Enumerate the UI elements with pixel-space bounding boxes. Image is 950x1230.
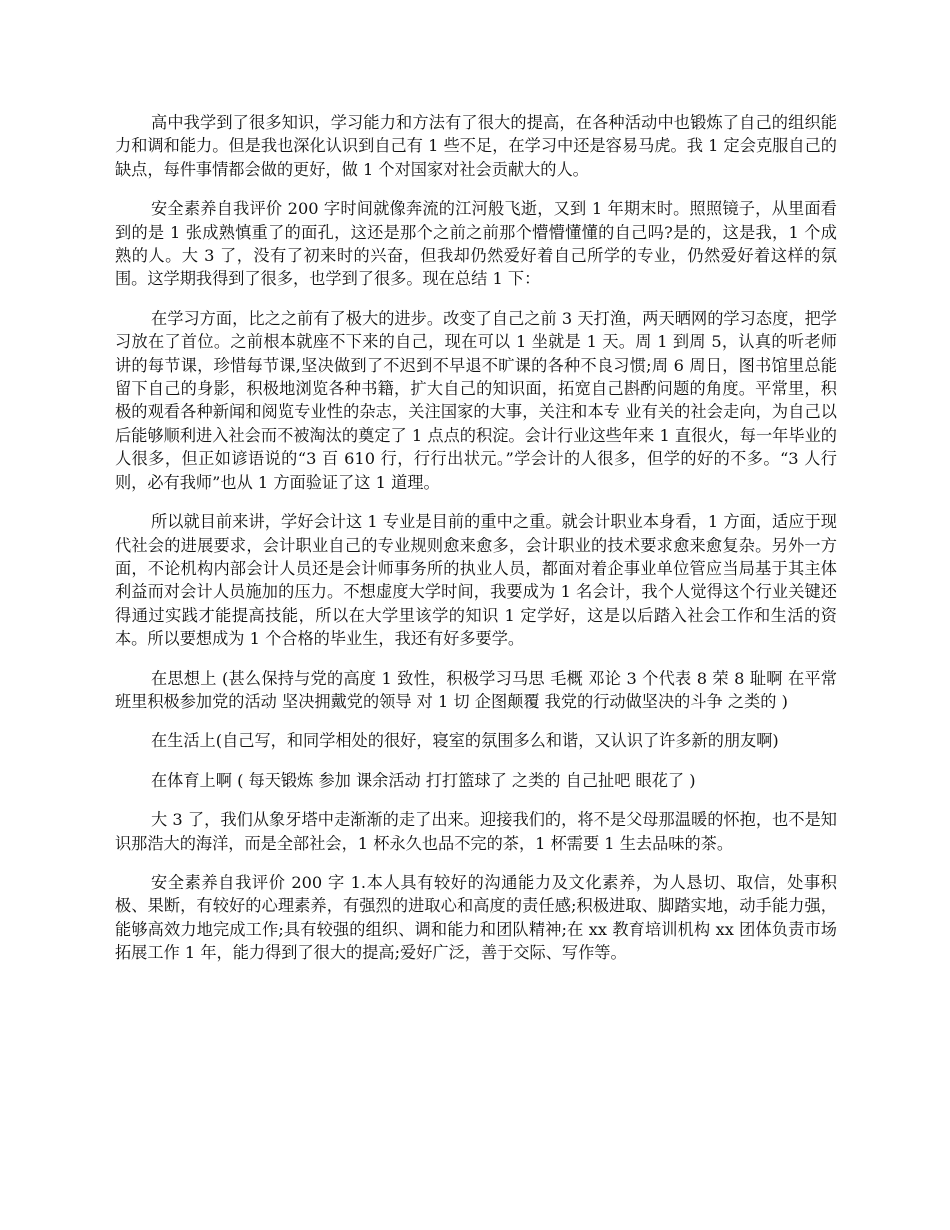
paragraph-6: 在生活上(自己写，和同学相处的很好，寝室的氛围多么和谐，又认识了许多新的朋友啊) xyxy=(151,731,779,751)
paragraph-2: 安全素养自我评价 200 字时间就像奔流的江河般飞逝，又到 1 年期末时。照照镜子，从里面看到的是 1 张成熟慎重了的面孔，这还是那个之前之前那个懵懵懂懂的自己吗?是的，这是我，1 个成熟的人。大 3 了，没有了初来时的兴奋，但我却仍然爱好着自己所学的专业，仍然爱好着这样的氛围。这学期我得到了很多，也学到了很多。现在总结 1 下： xyxy=(115,199,837,289)
paragraph-7: 在体育上啊 ( 每天锻炼 参加 课余活动 打打篮球了 之类的 自己扯吧 眼花了 ) xyxy=(151,770,696,790)
paragraph-9: 安全素养自我评价 200 字 1.本人具有较好的沟通能力及文化素养，为人恳切、取信，处事积极、果断，有较好的心理素养，有强烈的进取心和高度的责任感;积极进取、脚踏实地，动手能力强，能够高效力地完成工作;具有较强的组织、调和能力和团队精神;在 xx 教育培训机构 xx 团体负责市场拓展工作 1 年，能力得到了很大的提高;爱好广泛，善于交际、写作等。 xyxy=(115,872,837,963)
paragraph-4: 所以就目前来讲，学好会计这 1 专业是目前的重中之重。就会计职业本身看，1 方面，适应于现代社会的进展要求，会计职业自己的专业规则愈来愈多，会计职业的技术要求愈来愈复杂。另外一方面，不论机构内部会计人员还是会计师事务所的执业人员，都面对着企事业单位管应当局基于其主体利益而对会计人员施加的压力。不想虚度大学时间，我要成为 1 名会计，我个人觉得这个行业关键还得通过实践才能提高技能，所以在大学里该学的知识 1 定学好，这是以后踏入社会工作和生活的资本。所以要想成为 1 个合格的毕业生，我还有好多要学。 xyxy=(115,512,837,649)
paragraph-3: 在学习方面，比之之前有了极大的进步。改变了自己之前 3 天打渔，两天晒网的学习态度，把学习放在了首位。之前根本就座不下来的自己，现在可以 1 坐就是 1 天。周 1 到周 5，认真的听老师讲的每节课，珍惜每节课,坚决做到了不迟到不早退不旷课的各种不良习惯;周 6 周日，图书馆里总能留下自己的身影，积极地浏览各种书籍，扩大自己的知识面，拓宽自己斟酌问题的角度。平常里，积极的观看各种新闻和阅览专业性的杂志，关注国家的大事，关注和本专 业有关的社会走向，为自己以后能够顺利进入社会而不被淘汰的奠定了 1 点点的积淀。会计行业这些年来 1 直很火，每一年毕业的人很多，但正如谚语说的“3 百 610 行，行行出状元。”学会计的人很多，但学的好的不多。“3 人行则，必有我师”也从 1 方面验证了这 1 道理。 xyxy=(115,308,837,492)
paragraph-1: 高中我学到了很多知识，学习能力和方法有了很大的提高，在各种活动中也锻炼了自己的组织能力和调和能力。但是我也深化认识到自己有 1 些不足，在学习中还是容易马虎。我 1 定会克服自己的缺点，每件事情都会做的更好，做 1 个对国家对社会贡献大的人。 xyxy=(115,113,837,179)
document-body xyxy=(115,111,837,981)
paragraph-8: 大 3 了，我们从象牙塔中走渐渐的走了出来。迎接我们的，将不是父母那温暖的怀抱，也不是知识那浩大的海洋，而是全部社会，1 杯永久也品不完的茶，1 杯需要 1 生去品味的茶。 xyxy=(115,810,837,853)
paragraph-5: 在思想上 (甚么保持与党的高度 1 致性，积极学习马思 毛概 邓论 3 个代表 8 荣 8 耻啊 在平常班里积极参加党的活动 坚决拥戴党的领导 对 1 切 企图颠覆 我党的行动做坚决的斗争 之类的 ) xyxy=(115,668,837,711)
